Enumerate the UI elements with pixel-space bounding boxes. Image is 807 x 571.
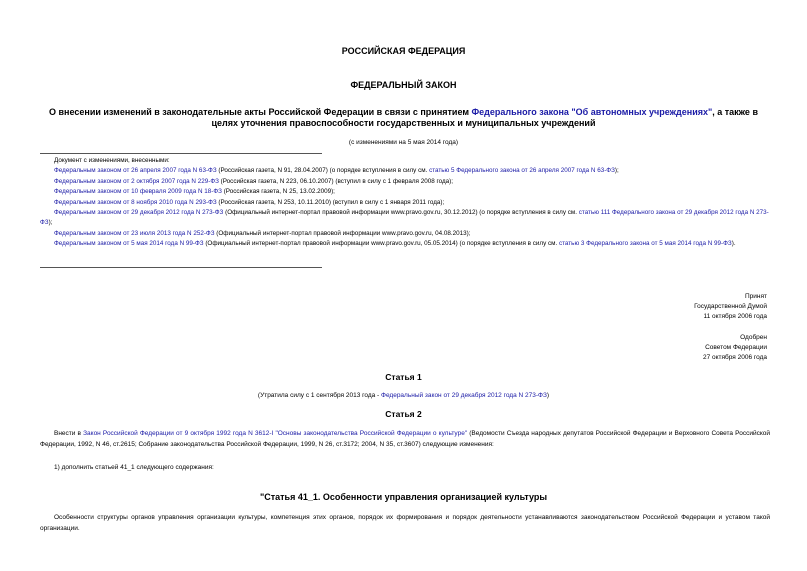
change-description: (Российская газета, N 223, 06.10.2007) (вступил в силу с 1 февраля 2008 года); <box>218 177 454 185</box>
article-2-text-start: Внести в <box>54 430 84 437</box>
approved-label: Одобрен <box>740 334 767 341</box>
changes-block <box>40 156 770 250</box>
amending-law-link[interactable]: Федеральным законом от 10 февраля 2009 года N 18-ФЗ <box>54 188 222 196</box>
change-description: (Российская газета, N 253, 10.11.2010) (вступил в силу с 1 января 2011 года); <box>216 198 445 206</box>
change-description: (Российская газета, N 91, 28.04.2007) (о порядке вступления в силу см. <box>216 167 430 175</box>
adopted-body: Государственной Думой <box>694 303 767 311</box>
article-1-note <box>0 392 807 399</box>
edition-note: (с изменениями на 5 мая 2014 года) <box>348 139 459 146</box>
culture-law-link[interactable]: Закон Российской Федерации от 9 октября 1992 года N 3612-I "Основы законодательства Российской Федерации о культуре" <box>83 430 468 437</box>
country-heading: РОССИЙСКАЯ ФЕДЕРАЦИЯ <box>341 46 466 56</box>
changes-bottom-divider <box>40 267 322 268</box>
amending-law-link[interactable]: Федеральным законом от 29 декабря 2012 года N 273-ФЗ <box>54 209 224 217</box>
change-description: (Официальный интернет-портал правовой информации www.pravo.gov.ru, 30.12.2012) (о порядке вступления в силу см. <box>223 209 579 217</box>
entry-into-force-link[interactable]: статью 5 Федерального закона от 26 апреля 2007 года N 63-ФЗ <box>429 167 615 175</box>
adopted-label: Принят <box>744 293 767 300</box>
adopted-by-duma <box>567 292 767 323</box>
article-2-text <box>40 429 770 450</box>
law-title-text-start: О внесении изменений в законодательные акты Российской Федерации в связи с принятием <box>49 107 472 117</box>
approved-by-council <box>567 333 767 364</box>
change-row <box>40 166 770 176</box>
entry-into-force-link[interactable]: статью 3 Федерального закона от 5 мая 2014 года N 99-ФЗ <box>558 240 732 248</box>
amending-law-link[interactable]: Федеральным законом от 23 июля 2013 года N 252-ФЗ <box>54 229 215 237</box>
article-1-note-end: ) <box>546 392 550 399</box>
amending-law-link[interactable]: Федеральным законом от 8 ноября 2010 года N 293-ФЗ <box>54 198 217 206</box>
change-row <box>40 177 770 187</box>
changes-top-divider <box>40 153 322 154</box>
article-41-1-text: Особенности структуры органов управления организации культуры, компетенция этих органов, порядок их формирования и порядок деятельности устанавливаются законодательством Российской Федерации и уставом такой организации. <box>40 514 770 532</box>
amending-law-link[interactable]: Федеральным законом от 5 мая 2014 года N 99-ФЗ <box>54 240 204 248</box>
amending-law-link[interactable]: Федеральным законом от 26 апреля 2007 года N 63-ФЗ <box>54 167 217 175</box>
article-1-note-start: (Утратила силу с 1 сентября 2013 года - <box>257 392 381 399</box>
repealing-law-link[interactable]: Федеральный закон от 29 декабря 2012 года N 273-ФЗ <box>381 392 547 399</box>
entry-into-force-link[interactable]: статью 111 Федерального закона от 29 декабря 2012 года N 273-ФЗ <box>40 209 769 227</box>
law-title <box>36 107 771 129</box>
law-title-text-end: , а также в целях уточнения правоспособности государственных и муниципальных учреждений <box>211 107 758 128</box>
change-tail: ). <box>731 240 736 248</box>
change-tail: ); <box>614 167 619 175</box>
change-row <box>40 208 770 229</box>
change-description: (Официальный интернет-портал правовой информации www.pravo.gov.ru, 05.05.2014) (о порядке вступления в силу см. <box>203 240 559 248</box>
approved-date: 27 октября 2006 года <box>702 354 767 362</box>
change-row <box>40 239 770 249</box>
document-type-heading: ФЕДЕРАЛЬНЫЙ ЗАКОН <box>350 80 457 90</box>
article-1-heading: Статья 1 <box>385 372 422 382</box>
change-description: (Российская газета, N 25, 13.02.2009); <box>221 188 335 196</box>
change-row <box>40 187 770 197</box>
amending-law-link[interactable]: Федеральным законом от 2 октября 2007 года N 229-ФЗ <box>54 177 219 185</box>
article-41-1-heading: "Статья 41_1. Особенности управления организацией культуры <box>259 492 548 502</box>
autonomous-institutions-law-link[interactable]: Федерального закона "Об автономных учреждениях" <box>471 107 713 117</box>
article-2-heading: Статья 2 <box>385 409 422 419</box>
change-tail: ); <box>48 219 53 227</box>
adopted-date: 11 октября 2006 года <box>703 313 767 321</box>
change-row <box>40 229 770 239</box>
article-2-text-end: (Ведомости Съезда народных депутатов Российской Федерации и Верховного Совета Российской Федерации, 1992, N 46, ст.2615; Собрание законодательства Российской Федерации, 1999, N 26, ст.3172; 2004, N 35, ст.3607) следующие изменения: <box>40 430 771 448</box>
changes-intro: Документ с изменениями, внесенными: <box>54 157 170 164</box>
change-description: (Официальный интернет-портал правовой информации www.pravo.gov.ru, 04.08.2013); <box>214 229 471 237</box>
approved-body: Советом Федерации <box>705 344 767 352</box>
change-row <box>40 198 770 208</box>
article-2-item-1: 1) дополнить статьей 41_1 следующего содержания: <box>54 464 214 471</box>
